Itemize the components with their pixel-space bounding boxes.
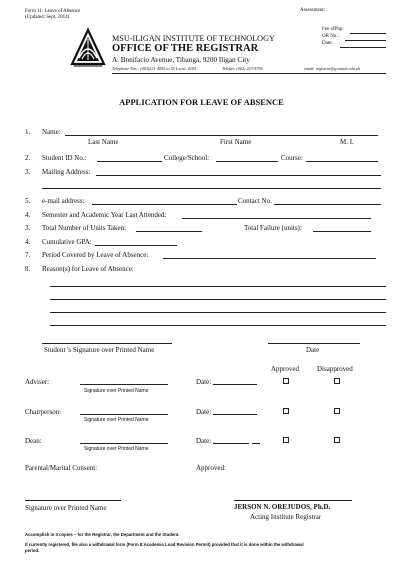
- chairperson-signature-field[interactable]: [80, 414, 168, 415]
- chairperson-date-field[interactable]: [213, 414, 257, 415]
- chairperson-approved-checkbox[interactable]: [283, 408, 289, 414]
- dean-date-field-extra[interactable]: [252, 443, 260, 444]
- reasons-line-4[interactable]: [50, 325, 386, 326]
- form-number: Form 11: Leave of Absence: [25, 9, 81, 14]
- item-number: 3.: [25, 224, 31, 232]
- msu-iit-logo-icon: [70, 28, 106, 68]
- adviser-date-field[interactable]: [213, 384, 257, 385]
- institution-name: MSU-ILIGAN INSTITUTE OF TECHNOLOGY: [112, 34, 275, 43]
- student-signature-field[interactable]: [42, 343, 172, 344]
- period-label: Period Covered by Leave of Absence:: [42, 251, 149, 259]
- item-number: 1.: [25, 128, 31, 136]
- dean-date-field[interactable]: [213, 443, 249, 444]
- contact-field[interactable]: [274, 204, 381, 205]
- dean-signature-field[interactable]: [80, 443, 168, 444]
- gpa-field[interactable]: [95, 245, 177, 246]
- mi-caption: M. I.: [340, 138, 354, 146]
- adviser-disapproved-checkbox[interactable]: [334, 378, 340, 384]
- reasons-label: Reason(s) for Leave of Absence:: [42, 265, 134, 273]
- student-id-field[interactable]: [97, 161, 162, 162]
- telefax-number: Telefax: (063) 223-5794: [222, 66, 263, 71]
- item-number: 4.: [25, 211, 31, 219]
- units-label: Total Number of Units Taken:: [42, 224, 127, 232]
- chairperson-disapproved-checkbox[interactable]: [334, 408, 340, 414]
- dean-label: Dean:: [25, 437, 42, 445]
- dean-disapproved-checkbox[interactable]: [334, 437, 340, 443]
- student-id-label: Student ID No.:: [42, 154, 87, 162]
- form-title: APPLICATION FOR LEAVE OF ABSENCE: [119, 97, 284, 107]
- course-field[interactable]: [306, 161, 378, 162]
- fee-label: Fee ofPhp:: [322, 27, 344, 32]
- email-contact: email: registrar@g.msuiit.edu.ph: [304, 66, 361, 71]
- name-label: Name:: [42, 128, 61, 136]
- reasons-line-2[interactable]: [50, 299, 386, 300]
- adviser-label: Adviser:: [25, 378, 50, 386]
- mailing-address-field-2[interactable]: [42, 188, 381, 189]
- semester-label: Semester and Academic Year Last Attended:: [42, 211, 167, 219]
- disapproved-header: Disapproved: [317, 365, 353, 373]
- chairperson-signature-caption: Signature over Printed Name: [84, 417, 149, 423]
- chairperson-label: Chairperson:: [25, 408, 62, 416]
- adviser-date-label: Date:: [196, 378, 212, 386]
- parental-approved-label: Approved:: [196, 464, 226, 472]
- adviser-approved-checkbox[interactable]: [283, 378, 289, 384]
- mailing-address-field[interactable]: [96, 175, 381, 176]
- email-label: e-mail address:: [42, 197, 85, 205]
- telephone-numbers: Telephone Nos.: (063)221-4050 to 55 Local: 4105: [112, 66, 197, 71]
- note-copies: Accomplish in 3 copies – for the Registrar, the Department and the Student.: [25, 532, 180, 537]
- failure-label: Total Failure (units):: [244, 224, 302, 232]
- office-address: A. Bonifacio Avenue, Tibanga, 9200 Iligan City: [112, 56, 250, 64]
- assessment-label: Assessment:: [300, 8, 325, 13]
- item-number: 2.: [25, 154, 31, 162]
- gpa-label: Cumulative GPA:: [42, 238, 92, 246]
- dean-approved-checkbox[interactable]: [283, 437, 289, 443]
- parental-consent-label: Parental/Marital Consent:: [25, 464, 98, 472]
- registrar-signature-field[interactable]: [234, 500, 352, 501]
- adviser-signature-field[interactable]: [80, 384, 168, 385]
- failure-field[interactable]: [313, 231, 371, 232]
- dean-signature-caption: Signature over Printed Name: [84, 446, 149, 452]
- college-field[interactable]: [216, 161, 278, 162]
- reasons-line-3[interactable]: [50, 312, 386, 313]
- student-date-caption: Date: [306, 346, 320, 354]
- period-field[interactable]: [163, 258, 376, 259]
- student-signature-caption: Student 's Signature over Printed Name: [44, 346, 155, 354]
- approved-header: Approved: [271, 365, 299, 373]
- student-date-field[interactable]: [268, 343, 360, 344]
- parent-signature-field[interactable]: [25, 500, 121, 501]
- email-field[interactable]: [92, 204, 237, 205]
- note-withdrawal: If currently registered, file also a withdrawal form (Form 8:Academic Load Revision Permit) provided that it is done within the withdrawal: [25, 542, 304, 547]
- reasons-line-1[interactable]: [50, 286, 386, 287]
- dean-date-label: Date:: [196, 437, 212, 445]
- last-name-caption: Last Name: [88, 138, 119, 146]
- item-number: 7.: [25, 251, 31, 259]
- first-name-caption: First Name: [220, 138, 252, 146]
- contact-label: Contact No.: [238, 197, 272, 205]
- item-number: 8.: [25, 265, 31, 273]
- course-label: Course:: [281, 154, 303, 162]
- header-divider: [112, 73, 386, 74]
- fee-field[interactable]: [350, 33, 386, 34]
- item-number: 3.: [25, 168, 31, 176]
- name-field[interactable]: [65, 135, 378, 136]
- item-number: 5.: [25, 197, 31, 205]
- semester-field[interactable]: [182, 218, 371, 219]
- or-field[interactable]: [345, 40, 386, 41]
- form-updated: (Updated: Sept. 2014): [25, 15, 70, 20]
- units-field[interactable]: [136, 231, 202, 232]
- chairperson-date-label: Date:: [196, 408, 212, 416]
- mailing-address-label: Mailing Address:: [42, 168, 91, 176]
- or-label: OR No.:: [322, 34, 339, 39]
- college-label: College/School:: [164, 154, 210, 162]
- registrar-name: JERSON N. OREJUDOS, Ph.D.: [234, 503, 331, 511]
- parent-signature-caption: Signature over Printed Name: [25, 504, 107, 512]
- assessment-date-label: Date:: [322, 41, 333, 46]
- note-withdrawal-period: period.: [25, 548, 40, 553]
- registrar-title: Acting Institute Registrar: [250, 513, 322, 521]
- office-name: OFFICE OF THE REGISTRAR: [112, 43, 259, 54]
- assessment-date-field[interactable]: [340, 47, 386, 48]
- item-number: 4.: [25, 238, 31, 246]
- adviser-signature-caption: Signature over Printed Name: [84, 388, 149, 394]
